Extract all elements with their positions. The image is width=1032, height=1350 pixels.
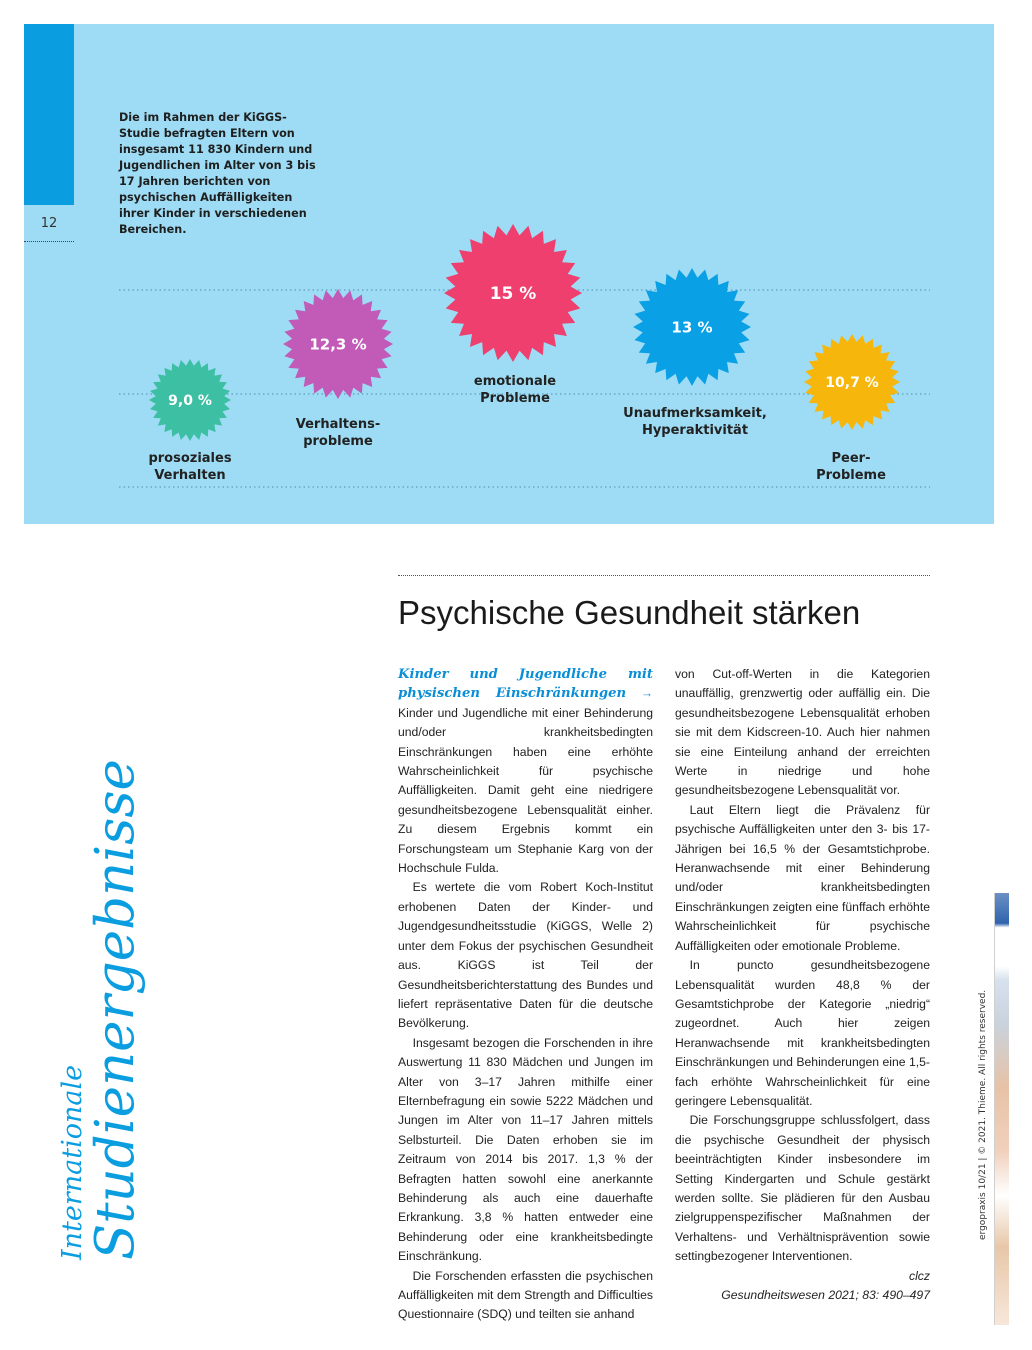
article-column-2 — [675, 665, 930, 1305]
arrow-right-icon: → — [640, 686, 653, 701]
badge-value-emotional: 15 % — [489, 284, 537, 305]
badge-label-peer: Peer- Probleme — [816, 451, 886, 483]
article-paragraph: Die Forschenden erfassten die psychischen Auffälligkeiten mit dem Strength and Difficulties Questionnaire (SDQ) und teilten sie anhand — [398, 1268, 653, 1322]
copyright-notice: ergopraxis 10/21 | © 2021. Thieme. All rights reserved. — [978, 989, 988, 1240]
badge-label-emotional: emotionale Probleme — [473, 374, 557, 406]
badge-value-hyperactivity: 13 % — [671, 318, 713, 337]
badge-label-behavior: Verhaltens- probleme — [295, 417, 381, 449]
infographic-intro: Die im Rahmen der KiGGS-Studie befragten Eltern von insgesamt 11 830 Kindern und Jugendlichen im Alter von 3 bis 17 Jahren berichten von psychischen Auffälligkeiten ihrer Kinder in verschiedenen Bereichen. — [119, 111, 316, 236]
article-column-1 — [398, 665, 653, 1325]
author-signature: clcz — [909, 1268, 930, 1283]
article-paragraph: von Cut-off-Werten in die Kategorien unauffällig, grenzwertig oder auffällig ein. Die gesundheitsbezogene Lebensqualität erhoben sie mit dem Kidscreen-10. Auch hier nahmen sie eine Einteilung anhand der erreichten Werte in niedrige und hohe gesundheitsbezogene Lebensqualität vor. — [675, 667, 930, 798]
article-paragraph: In puncto gesundheitsbezogene Lebensqualität wurden 48,8 % der Gesamtstichprobe der Kategorie „niedrig“ zugeordnet. Auch hier zeigen Heranwachsende mit krankheitsbedingten Einschränkungen und Behinderungen eine 1,5-fach erhöhte Wahrscheinlichkeit für eine geringere Lebensqualität. — [675, 958, 930, 1108]
article-source: Gesundheitswesen 2021; 83: 490–497 — [721, 1288, 930, 1302]
badge-label-prosocial: prosoziales Verhalten — [148, 451, 232, 483]
section-title — [58, 759, 144, 1260]
next-page-edge-image — [994, 893, 1009, 1325]
article-paragraph: Insgesamt bezogen die Forschenden in ihre Auswertung 11 830 Mädchen und Jungen im Alter von 3–17 Jahren mithilfe einer Elternbefragung ein sowie 5222 Mädchen und Jungen im Alter von 11–17 Jahren mittels Selbsturteil. Die Daten erhoben sie im Zeitraum von 2014 bis 2017. 1,3 % der Befragten hatten sowohl eine anerkannte Behinderung als auch eine dauerhafte Erkrankung. 3,8 % hatten entweder eine Behinderung oder eine krankheitsbedingte Einschränkung. — [398, 1035, 653, 1264]
page-number: 12 — [40, 216, 58, 231]
section-title-line2: Studienergebnisse — [85, 759, 146, 1260]
article-paragraph: Es wertete die vom Robert Koch-Institut erhobenen Daten der Kinder- und Jugendgesundheitsstudie (KiGGS, Welle 2) unter dem Fokus der psychischen Gesundheit aus. KiGGS ist Teil der Gesundheitsberichterstattung des Bundes und liefert repräsentative Daten für die deutsche Bevölkerung. — [398, 880, 653, 1031]
article-text: Kinder und Jugendliche mit einer Behinderung und/oder krankheitsbedingten Einschränkungen haben eine erhöhte Wahrscheinlichkeit für psychische Auffälligkeiten. Damit geht eine niedrigere gesundheitsbezogene Lebensqualität einher. Zu diesem Ergebnis kommt ein Forschungsteam um Stephanie Karg von der Hochschule Fulda. — [398, 705, 653, 876]
article-paragraph — [398, 665, 653, 878]
badge-value-behavior: 12,3 % — [309, 335, 367, 354]
article-paragraph: Laut Eltern liegt die Prävalenz für psychische Auffälligkeiten unter den 3- bis 17-Jährigen bei 16,5 % der Gesamtstichprobe. Heranwachsende mit einer Behinderung und/oder krankheitsbedingten Einschränkungen zeigten eine fünffach erhöhte Wahrscheinlichkeit für psychische Auffälligkeiten oder emotionale Probleme. — [675, 802, 930, 953]
badge-value-prosocial: 9,0 % — [168, 393, 212, 410]
section-title-line1: Internationale — [57, 1064, 88, 1260]
article-lead: Kinder und Jugendliche mit physischen Einschränkungen — [398, 667, 653, 702]
badge-label-hyperactivity: Unaufmerksamkeit, Hyperaktivität — [623, 406, 767, 438]
article-headline: Psychische Gesundheit stärken — [398, 594, 861, 631]
infographic-badges — [24, 24, 994, 524]
article-rule — [398, 575, 930, 576]
article-paragraph: Die Forschungsgruppe schlussfolgert, dass die psychische Gesundheit der physisch beeinträchtigten Kinder insbesondere im Setting Kindergarten und Schule gestärkt werden sollte. Sie plädieren für den Ausbau zielgruppenspezifischer Maßnahmen der Verhaltens- und Verhältnisprävention sowie settingbezogener Interventionen. — [675, 1113, 930, 1264]
badge-value-peer: 10,7 % — [825, 375, 879, 392]
